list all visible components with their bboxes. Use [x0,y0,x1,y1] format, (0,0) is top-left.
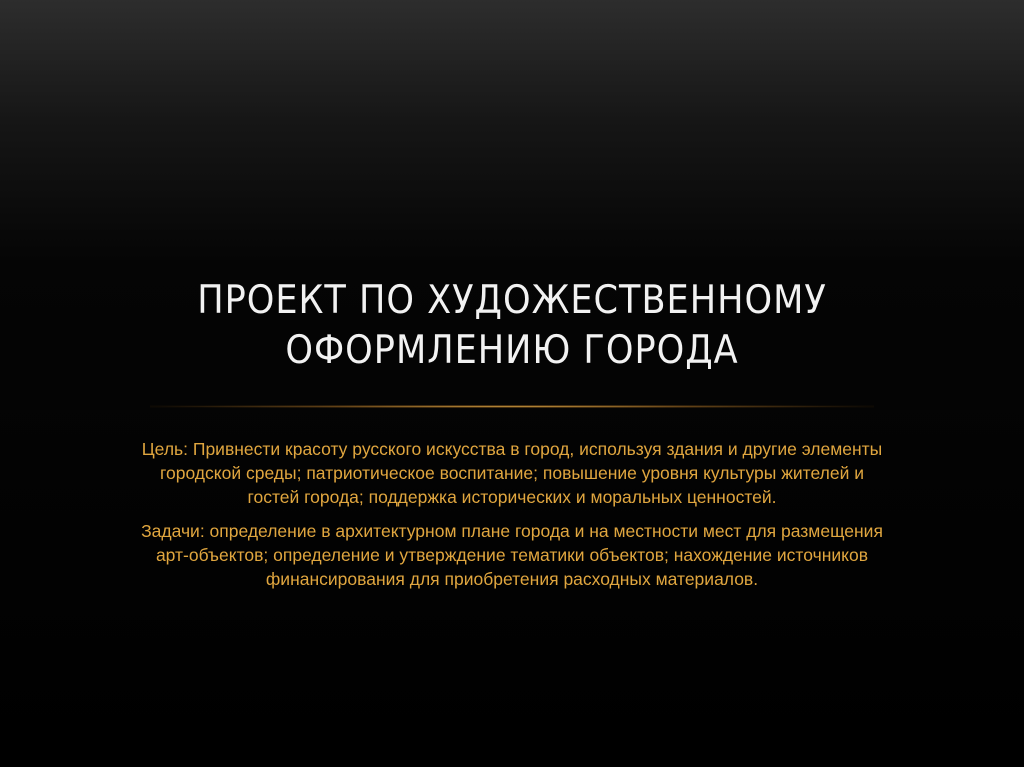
slide-body [140,437,884,601]
goal-paragraph: Цель: Привнести красоту русского искусства в город, используя здания и другие элементы городской среды; патриотическое воспитание; повышение уровня культуры жителей и гостей города; поддержка исторических и моральных ценностей. [141,439,883,507]
title-divider [150,405,874,408]
slide-title: ПРОЕКТ ПО ХУДОЖЕСТВЕННОМУ ОФОРМЛЕНИЮ ГОРОДА [197,278,827,373]
tasks-paragraph: Задачи: определение в архитектурном плане города и на местности мест для размещения арт-объектов; определение и утверждение тематики объектов; нахождение источников финансирования для приобретения расходных материалов. [141,521,883,589]
